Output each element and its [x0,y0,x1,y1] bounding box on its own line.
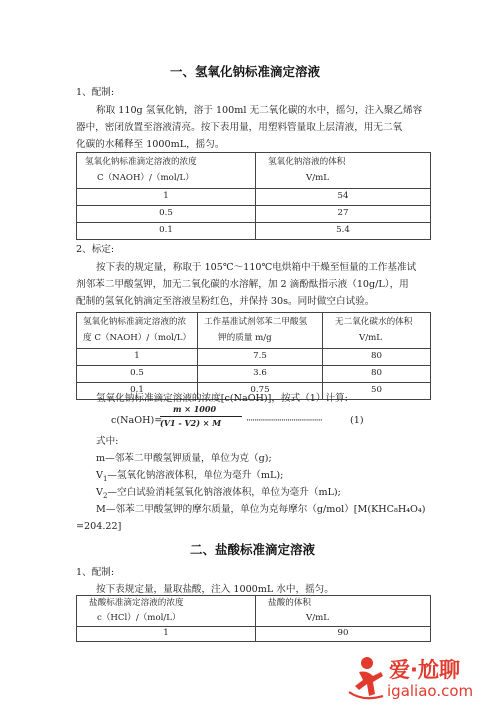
table-header-cell: 盐酸标准滴定溶液的浓度 c（HCl）/（mol/L） [77,596,256,627]
s1-table-prep [76,152,431,240]
table-cell: 1 [77,627,256,642]
var-m: m—邻苯二甲酸氢钾质量，单位为克（g); [96,453,272,464]
table-cell: 7.5 [198,349,323,366]
s1-para1-line1: 称取 110g 氢氧化钠，溶于 100ml 无二氧化碳的水中，摇匀，注入聚乙烯容 [96,105,423,116]
s1-table-calibrate [76,312,431,400]
table-cell: 3.6 [198,366,323,383]
formula-lhs: c(NaOH)= [111,415,163,426]
watermark-url: igaliao.com [387,682,474,700]
where-label: 式中: [96,436,119,447]
watermark-logo [345,652,495,704]
s1-para1-line3: 化碳的水稀释至 1000mL，摇匀。 [76,139,225,150]
table-cell: 0.75 [198,383,323,400]
table-cell: 80 [323,349,431,366]
formula-leader-dots: ····································· [246,415,322,426]
table-cell: 50 [323,383,431,400]
table-row [77,223,431,240]
table-cell: 90 [256,627,431,642]
fraction-bar [160,416,242,417]
table-row [77,349,431,366]
s1-para2-line3: 配制的氢氧化钠滴定至溶液呈粉红色，并保持 30s。同时做空白试验。 [76,296,375,307]
table-row [77,189,431,206]
s1-subheading-prep: 1、配制: [76,87,115,98]
table-row [77,627,431,642]
s2-para1: 按下表规定量，量取盐酸，注入 1000mL 水中，摇匀。 [96,584,334,595]
table-cell: 54 [256,189,431,206]
s1-para2-line1: 按下表的规定量，称取于 105℃～110℃电烘箱中干燥至恒量的工作基准试 [96,262,417,273]
s1-subheading-calibrate: 2、标定: [76,244,115,255]
table-cell: 5.4 [256,223,431,240]
var-v1: $V_1—$氢氧化钠溶液体积，单位为毫升（mL); [96,470,284,483]
table-header-cell: 工作基准试剂邻苯二甲酸氢 钾的质量 m/g [198,313,323,349]
watermark-brand: 爱·尬聊 [389,658,460,682]
table-cell: 1 [77,189,256,206]
table-row [77,206,431,223]
s2-subheading-prep: 1、配制: [76,567,115,578]
table-header-cell: 无二氧化碳水的体积 V/mL [323,313,431,349]
var-v2: $V_2—$空白试验消耗氢氧化钠溶液体积，单位为毫升（mL); [96,487,341,500]
table-cell: 27 [256,206,431,223]
s1-para2-line2: 剂邻苯二甲酸氢钾，加无二氧化碳的水溶解，加 2 滴酚酞指示液（10g/L），用 [76,279,409,290]
table-cell: 0.5 [77,366,198,383]
section-2-title: 二、盐酸标准滴定溶液 [190,542,316,557]
formula-denominator: (V1 - V2) × M [160,418,222,428]
formula-number: (1) [350,415,364,426]
table-header-cell: 氢氧化钠标准滴定溶液的浓 度 C（NAOH）/（mol/L） [77,313,198,349]
table-cell: 80 [323,366,431,383]
s2-table-prep [76,595,431,642]
section-1-title: 一、氢氧化钠标准滴定溶液 [170,64,321,79]
table-cell: 0.1 [77,223,256,240]
table-cell: 1 [77,349,198,366]
s1-calc-intro: 氢氧化钠标准滴定溶液的浓度[c(NaOH)]，按式（1）计算: [96,393,348,404]
table-cell: 0.1 [77,383,198,400]
table-row [77,366,431,383]
formula-numerator: m × 1000 [173,404,217,414]
table-header-cell: 氢氧化钠标准滴定溶液的浓度 C（NAOH）/（mol/L） [77,153,256,189]
var-m-molar: M—邻苯二甲酸氢钾的摩尔质量，单位为克每摩尔（g/mol）[M(KHC₈H₄O₄) [96,504,426,515]
table-header-cell: 氢氧化钠溶液的体积 V/mL [256,153,431,189]
table-cell: 0.5 [77,206,256,223]
s1-para1-line2: 器中，密闭放置至溶液清亮。按下表用量，用塑料管量取上层清液，用无二氧 [76,122,403,133]
var-m-molar-cont: =204.22] [76,521,122,532]
table-header-cell: 盐酸的体积 V/mL [256,596,431,627]
